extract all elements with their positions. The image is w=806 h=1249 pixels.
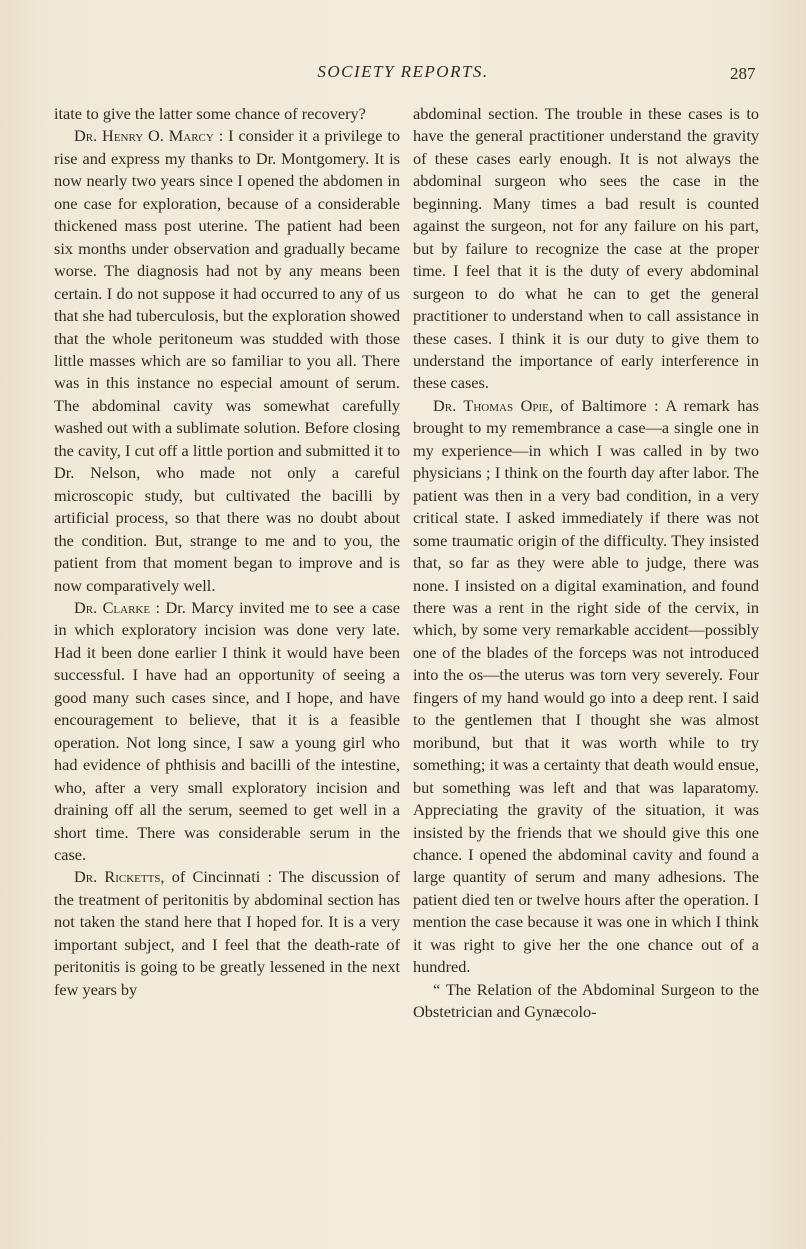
paragraph-text: I consider it a privilege to rise and express my thanks to Dr. Montgomery. It is now nearly two years since I opened the abdomen in one case for exploration, because of a considerable thickened mass post uterine. The patient had been six months under observation and gradually became worse. The diagnosis had not by any means been certain. I do not suppose it had occurred to any of us that she had tuberculosis, but the exploration showed that the whole peritoneum was studded with those little masses which are so familiar to you all. There was in this instance no especial amount of serum. The abdominal cavity was somewhat carefully washed out with a sublimate solution. Before closing the cavity, I cut off a little portion and submitted it to Dr. Nelson, who made not only a careful microscopic study, but cultivated the bacilli by artificial process, so that there was no doubt about the condition. But, strange to me and to you, the patient from that moment began to improve and is now comparatively well.: [54, 126, 400, 595]
paragraph-opie: [413, 395, 759, 979]
right-column: [413, 103, 759, 1024]
paragraph-clarke: [54, 597, 400, 866]
speaker-name: Dr. Thomas Opie,: [433, 395, 553, 415]
running-head: SOCIETY REPORTS.: [317, 62, 489, 81]
paragraph-ricketts: [54, 866, 400, 1001]
paragraph-text: Dr. Marcy invited me to see a case in which exploratory incision was done very late. Had it been done earlier I think it would have been successful. I have had an opportunity of seeing a good many such cases since, and I hope, and have encouragement to believe, that it is a feasible operation. Not long since, I saw a young girl who had evidence of phthisis and bacilli of the intestine, who, after a very small exploratory incision and draining off all the serum, seemed to get well in a short time. There was considerable serum in the case.: [54, 597, 400, 864]
paragraph-continuation: itate to give the latter some chance of recovery?: [54, 104, 366, 123]
paragraph-text: of Baltimore : A remark has brought to my remembrance a case—a single one in my experience—in which I was called in by two physicians ; I think on the fourth day after labor. The patient was then in a very bad condition, in a very critical state. I asked immediately if there was not some traumatic origin of the difficulty. They insisted that, so far as they were able to judge, there was none. I insisted on a digital examination, and found there was a rent in the right side of the cervix, in which, by some very remarkable accident—possibly one of the blades of the forceps was not introduced into the os—the uterus was torn very severely. Four fingers of my hand would go into a deep rent. I said to the gentlemen that I thought she was almost moribund, but that it was worth while to try something; it was a certainty that death would ensue, but something was left and that was laparatomy. Appreciating the gravity of the situation, it was insisted by the friends that we should give this one chance. I opened the abdominal cavity and found a large quantity of serum and many adhesions. The patient died ten or twelve hours after the operation. I mention the case because it was one in which I think it was right to give her the one chance out of a hundred.: [413, 395, 759, 977]
paragraph-continuation: abdominal section. The trouble in these cases is to have the general practitioner understand the gravity of these cases early enough. It is not always the abdominal surgeon who sees the case in the beginning. Many times a bad result is counted against the surgeon, not for any failure on his part, but by failure to recognize the case at the proper time. I feel that it is the duty of every abdominal surgeon to do what he can to get the general practitioner to understand when to call assistance in these cases. I think it is our duty to give them to understand the importance of early interference in these cases.: [413, 104, 759, 393]
speaker-name: Dr. Henry O. Marcy :: [74, 126, 224, 146]
left-column: [54, 103, 400, 1001]
page-number: 287: [730, 64, 756, 83]
speaker-name: Dr. Clarke :: [74, 597, 161, 617]
speaker-name: Dr. Ricketts,: [74, 867, 165, 887]
paragraph-next-topic: “ The Relation of the Abdominal Surgeon to the Obstetrician and Gynæcolo-: [413, 979, 759, 1022]
paragraph-text: of Cincinnati : The discussion of the treatment of peritonitis by abdominal section has not taken the stand here that I hoped for. It is a very important subject, and I feel that the death-rate of peritonitis is going to be greatly lessened in the next few years by: [54, 867, 400, 999]
paragraph-marcy: [54, 125, 400, 597]
